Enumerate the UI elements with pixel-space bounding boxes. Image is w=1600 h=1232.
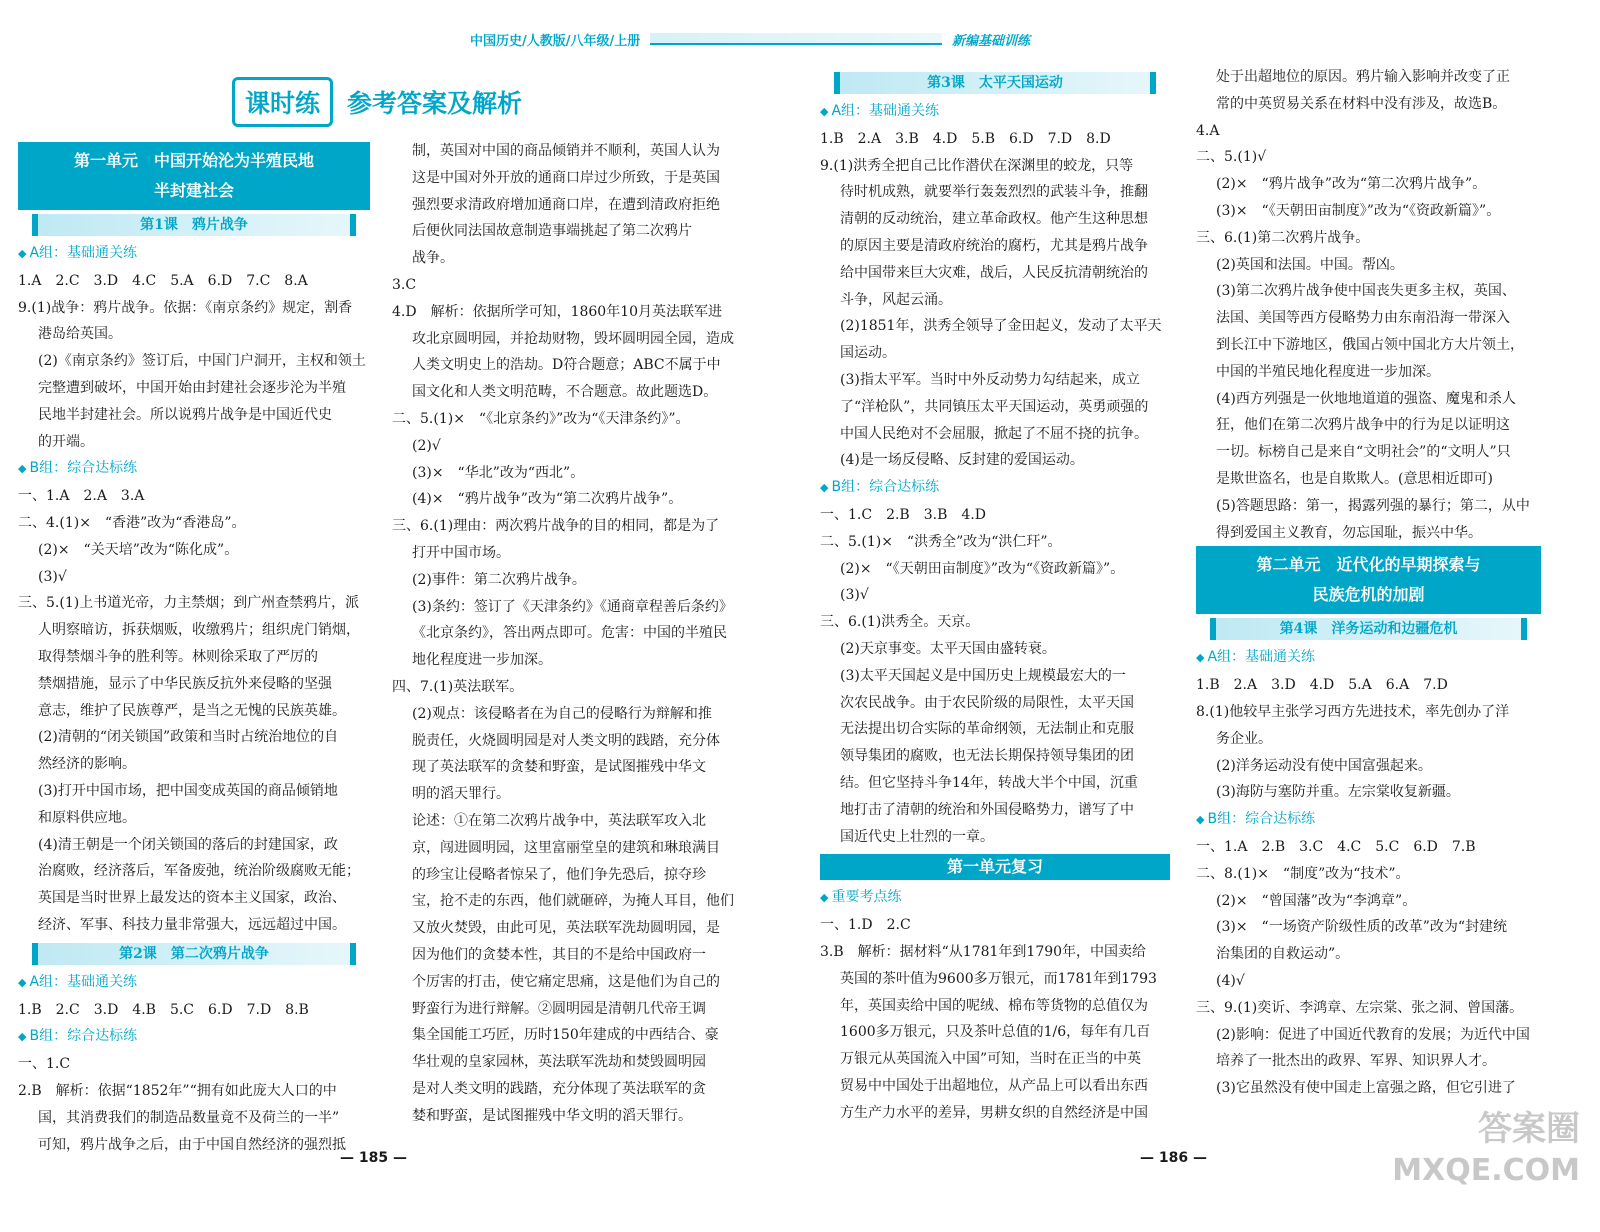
diamond-icon: ◆ <box>820 481 829 495</box>
answer-line: 三、5.(1)上书道光帝，力主禁烟；到广州查禁鸦片，派 <box>18 595 360 612</box>
answer-line: 中国的半殖民地化程度进一步加深。 <box>1216 363 1440 380</box>
answer-line: 二、5.(1)× “《北京条约》”改为“《天津条约》”。 <box>392 410 690 427</box>
diamond-icon: ◆ <box>18 462 27 476</box>
group-a-label <box>1196 644 1541 672</box>
answer-line: 宝，抢不走的东西，他们就砸碎，为掩人耳目，他们 <box>412 893 734 910</box>
answer-line: (4)清王朝是一个闭关锁国的落后的封建国家，政 <box>38 836 338 853</box>
title-rest: 参考答案及解析 <box>347 89 523 118</box>
answer-line: 国近代史上壮烈的一章。 <box>840 828 994 845</box>
diamond-icon: ◆ <box>820 891 829 905</box>
diamond-icon: ◆ <box>18 1030 27 1044</box>
answer-line: 9.(1)战争：鸦片战争。依据：《南京条约》规定，割香 <box>18 299 353 316</box>
answer-line: 2.B 解析：依据“1852年”“拥有如此庞大人口的中 <box>18 1082 337 1099</box>
answer-line: (2)× “关天培”改为“陈化成”。 <box>38 541 239 558</box>
answer-line: 经济、军事、科技力量非常强大，远远超过中国。 <box>38 916 346 933</box>
answer-line: 务企业。 <box>1216 730 1272 747</box>
answer-line: (3)× “华北”改为“西北”。 <box>412 464 585 481</box>
answer-line: 8.(1)他较早主张学习西方先进技术，率先创办了洋 <box>1196 703 1510 720</box>
group-b-label <box>1196 806 1541 834</box>
answer-line: 清朝的反动统治，建立革命政权。他产生这种思想 <box>840 211 1148 228</box>
answer-line: 意志，维护了民族尊严，是当之无愧的民族英雄。 <box>38 702 346 719</box>
answer-line: 地化程度进一步加深。 <box>412 652 552 669</box>
unit-2-title-line1: 第二单元 近代化的早期探索与 <box>1256 555 1481 575</box>
answer-line: (2)× “《天朝田亩制度》”改为“《资政新篇》”。 <box>840 560 1125 577</box>
title-boxed: 课时练 <box>232 77 333 127</box>
answer-line: 狂，他们在第二次鸦片战争中的行为足以证明这 <box>1216 417 1510 434</box>
page-number-left: — 185 — <box>340 1150 407 1166</box>
answer-line: (3)√ <box>38 568 67 585</box>
group-b-label <box>18 455 370 483</box>
answer-line: 处于出超地位的原因。鸦片输入影响并改变了正 <box>1216 69 1510 85</box>
unit-1-title <box>18 142 370 210</box>
group-a-text: A组：基础通关练 <box>831 103 940 119</box>
answer-line: (2)《南京条约》签订后，中国门户洞开，主权和领土 <box>38 353 366 370</box>
unit-1-title-line1: 第一单元 中国开始沦为半殖民地 <box>73 151 314 170</box>
answer-line: (3)× “《天朝田亩制度》”改为“《资政新篇》”。 <box>1216 202 1501 219</box>
answer-line: 1600多万银元，只及茶叶总值的1/6，每年有几百 <box>840 1024 1151 1041</box>
answer-line: 是欺世盗名，也是自欺欺人。(意思相近即可) <box>1216 470 1493 487</box>
unit-2-title-line2: 民族危机的加剧 <box>1312 585 1425 605</box>
answer-line: (2)洋务运动没有使中国富强起来。 <box>1216 757 1432 774</box>
answer-line: 集全国能工巧匠，历时150年建成的中西结合、豪 <box>412 1027 719 1044</box>
answer-line: 脱责任，火烧圆明园是对人类文明的践踏，充分体 <box>412 732 720 749</box>
answer-line: 禁烟措施，显示了中华民族反抗外来侵略的坚强 <box>38 675 332 692</box>
lesson-1-title: 第1课 鸦片战争 <box>32 214 356 236</box>
answer-line: 打开中国市场。 <box>412 544 510 561</box>
answer-line: 国运动。 <box>840 345 896 362</box>
diamond-icon: ◆ <box>18 975 27 989</box>
answer-line: 一切。标榜自己是来自“文明社会”的“文明人”只 <box>1216 444 1511 461</box>
answer-line: 个厉害的打击，使它痛定思痛，这是他们为自己的 <box>412 973 720 990</box>
answer-line: 民地半封建社会。所以说鸦片战争是中国近代史 <box>38 406 332 423</box>
group-a-label <box>18 240 370 268</box>
answer-line: 无法提出切合实际的革命纲领，无法制止和克服 <box>840 721 1134 738</box>
answer-line: 了“洋枪队”，共同镇压太平天国运动，英勇顽强的 <box>840 398 1149 415</box>
answer-line: 二、5.(1)√ <box>1196 149 1267 166</box>
answer-line: 的开端。 <box>38 433 94 450</box>
key-point-label <box>820 884 1170 912</box>
answer-line: 因为他们的贪婪本性，其目的不是给中国政府一 <box>412 946 706 963</box>
answer-line: 这是中国对外开放的通商口岸过少所致，于是英国 <box>412 169 720 186</box>
answer-line: 的珍宝让侵略者惊呆了，他们争先恐后，掠夺珍 <box>412 866 706 883</box>
answer-line: 常的中英贸易关系在材料中没有涉及，故选B。 <box>1216 95 1507 112</box>
group-a-text: A组：基础通关练 <box>1207 649 1316 666</box>
answer-line: 二、4.(1)× “香港”改为“香港岛”。 <box>18 514 246 531</box>
answer-line: 3.C <box>392 276 417 293</box>
watermark-line1: 答案圈 <box>1478 1109 1580 1149</box>
answer-line: 华壮观的皇家园林，英法联军洗劫和焚毁圆明园 <box>412 1054 706 1071</box>
group-b-label <box>18 1023 370 1051</box>
answer-line: 强烈要求清政府增加通商口岸，在遭到清政府拒绝 <box>412 196 720 213</box>
column-1 <box>18 142 370 1158</box>
answer-line: 培养了一批杰出的政界、军界、知识界人才。 <box>1216 1053 1496 1070</box>
answer-line: (3)第二次鸦片战争使中国丧失更多主权，英国、 <box>1216 283 1516 300</box>
answer-line: 中国人民绝对不会屈服，掀起了不屈不挠的抗争。 <box>840 425 1148 442</box>
answer-line: 四、7.(1)英法联军。 <box>392 678 524 695</box>
answer-line: 国，其消费我们的制造品数量竟不及荷兰的一半” <box>38 1109 340 1126</box>
group-b-text: B组：综合达标练 <box>1207 811 1316 828</box>
answer-line: 英国是当时世界上最发达的资本主义国家，政治、 <box>38 890 346 907</box>
answer-line: 和原料供应地。 <box>38 809 136 826</box>
unit-2-title <box>1196 546 1541 614</box>
answer-line: 一、1.C <box>18 1056 71 1073</box>
column-2 <box>392 138 752 1129</box>
group-a-label <box>820 98 1170 126</box>
unit-1-review-title: 第一单元复习 <box>820 854 1170 880</box>
answer-line: 1.B 2.A 3.D 4.D 5.A 6.A 7.D <box>1196 677 1448 694</box>
answer-line: 三、6.(1)第二次鸦片战争。 <box>1196 229 1370 246</box>
answer-line: (2)清朝的“闭关锁国”政策和当时占统治地位的自 <box>38 729 339 746</box>
answer-line: 万银元从英国流入中国”可知，当时在正当的中英 <box>840 1051 1142 1068</box>
answer-line: (2)影响：促进了中国近代教育的发展；为近代中国 <box>1216 1026 1530 1043</box>
answer-line: (5)答题思路：第一，揭露列强的暴行；第二，从中 <box>1216 497 1530 514</box>
answer-line: (2)√ <box>412 437 441 454</box>
answer-line: 4.A <box>1196 122 1220 139</box>
lesson-2-title: 第2课 第二次鸦片战争 <box>32 943 356 965</box>
answer-line: (3)× “一场资产阶级性质的改革”改为“封建统 <box>1216 919 1508 936</box>
answer-line: 3.B 解析：据材料“从1781年到1790年，中国卖给 <box>820 943 1147 960</box>
answer-line: 一、1.A 2.A 3.A <box>18 488 145 505</box>
answer-line: 9.(1)洪秀全把自己比作潜伏在深渊里的蛟龙，只等 <box>820 157 1134 174</box>
answer-line: 可知，鸦片战争之后，由于中国自然经济的强烈抵 <box>38 1136 346 1153</box>
answer-line: (2)英国和法国。中国。帮凶。 <box>1216 256 1404 273</box>
answer-line: (3)打开中国市场，把中国变成英国的商品倾销地 <box>38 782 338 799</box>
answer-line: 一、1.C 2.B 3.B 4.D <box>820 506 986 523</box>
answer-line: 三、6.(1)理由：两次鸦片战争的目的相同，都是为了 <box>392 518 720 535</box>
diamond-icon: ◆ <box>820 105 829 118</box>
group-a-text: A组：基础通关练 <box>29 245 138 261</box>
answer-line: 取得禁烟斗争的胜利等。林则徐采取了严厉的 <box>38 648 318 665</box>
unit-1-title-line2: 半封建社会 <box>153 181 234 200</box>
answer-line: (3)指太平军。当时中外反动势力勾结起来，成立 <box>840 371 1140 388</box>
lesson-4-title: 第4课 洋务运动和边疆危机 <box>1210 618 1527 640</box>
answer-line: 1.B 2.A 3.B 4.D 5.B 6.D 7.D 8.D <box>820 130 1111 147</box>
answer-line: 贸易中中国处于出超地位，从产品上可以看出东西 <box>840 1077 1148 1094</box>
answer-line: 1.B 2.C 3.D 4.B 5.C 6.D 7.D 8.B <box>18 1001 309 1018</box>
answer-line: 战争。 <box>412 250 454 267</box>
answer-line: 京，闯进圆明园，这里富丽堂皇的建筑和琳琅满目 <box>412 839 720 856</box>
answer-line: 次农民战争。由于农民阶级的局限性，太平天国 <box>840 694 1134 711</box>
answer-line: (3)太平天国起义是中国历史上规模最宏大的一 <box>840 667 1126 684</box>
answer-line: 攻北京圆明园，并抢劫财物，毁坏圆明园全园，造成 <box>412 330 734 347</box>
answer-line: 一、1.D 2.C <box>820 917 911 934</box>
answer-line: (2)天京事变。太平天国由盛转衰。 <box>840 640 1056 657</box>
group-a-label <box>18 969 370 997</box>
answer-line: 论述：①在第二次鸦片战争中，英法联军攻入北 <box>412 812 706 829</box>
column-4 <box>1196 64 1541 1102</box>
answer-line: 给中国带来巨大灾难，战后，人民反抗清朝统治的 <box>840 264 1148 281</box>
answer-line: (2)观点：该侵略者在为自己的侵略行为辩解和推 <box>412 705 712 722</box>
answer-line: 到长江中下游地区，俄国占领中国北方大片领土， <box>1216 336 1524 353</box>
answer-line: (4)西方列强是一伙地地道道的强盗、魔鬼和杀人 <box>1216 390 1516 407</box>
key-point-text: 重要考点练 <box>831 889 902 906</box>
column-3 <box>820 68 1170 1126</box>
group-b-text: B组：综合达标练 <box>29 460 138 477</box>
answer-line: 是对人类文明的践踏，充分体现了英法联军的贪 <box>412 1080 706 1097</box>
answer-line: 4.D 解析：依据所学可知，1860年10月英法联军进 <box>392 303 723 320</box>
answer-line: 明的滔天罪行。 <box>412 786 510 803</box>
answer-line: 人类文明史上的浩劫。D符合题意；ABC不属于中 <box>412 357 721 374</box>
answer-line: 斗争，风起云涌。 <box>840 291 952 308</box>
watermark-logo <box>1380 1108 1580 1192</box>
answer-line: (3)条约：签订了《天津条约》《通商章程善后条约》 <box>412 598 733 615</box>
diamond-icon: ◆ <box>1196 651 1205 665</box>
header-brand: 新编基础训练 <box>951 33 1030 49</box>
answer-line: 然经济的影响。 <box>38 756 136 773</box>
answer-line: 二、8.(1)× “制度”改为“技术”。 <box>1196 865 1410 882</box>
answer-line: (2)× “鸦片战争”改为“第二次鸦片战争”。 <box>1216 176 1487 193</box>
answer-line: 结。但它坚持斗争14年，转战大半个中国，沉重 <box>840 774 1138 791</box>
answer-line: 三、9.(1)奕䜣、李鸿章、左宗棠、张之洞、曾国藩。 <box>1196 999 1524 1016</box>
header-bar <box>650 33 942 45</box>
answer-line: 完整遭到破坏，中国开始由封建社会逐步沦为半殖 <box>38 379 346 396</box>
answer-line: 后便伙同法国故意制造事端挑起了第二次鸦片 <box>412 223 692 240</box>
answer-line: 二、5.(1)× “洪秀全”改为“洪仁玕”。 <box>820 533 1062 550</box>
answer-line: 地打击了清朝的统治和外国侵略势力，谱写了中 <box>840 801 1134 818</box>
answer-line: 三、6.(1)洪秀全。天京。 <box>820 614 980 631</box>
answer-line: (4)√ <box>1216 972 1245 989</box>
answer-line: (3)海防与塞防并重。左宗棠收复新疆。 <box>1216 784 1460 801</box>
answer-line: (3)它虽然没有使中国走上富强之路，但它引进了 <box>1216 1080 1516 1097</box>
answer-line: 治集团的自救运动”。 <box>1216 946 1350 963</box>
answer-line: 方生产力水平的差异，男耕女织的自然经济是中国 <box>840 1104 1148 1121</box>
page-title <box>232 77 522 127</box>
answer-line: 又放火焚毁，由此可见，英法联军洗劫圆明园，是 <box>412 920 720 937</box>
answer-line: (4)× “鸦片战争”改为“第二次鸦片战争”。 <box>412 491 683 508</box>
answer-line: 1.A 2.C 3.D 4.C 5.A 6.D 7.C 8.A <box>18 272 308 289</box>
answer-line: 的原因主要是清政府统治的腐朽，尤其是鸦片战争 <box>840 237 1148 254</box>
answer-line: (4)是一场反侵略、反封建的爱国运动。 <box>840 452 1084 469</box>
answer-line: 英国的茶叶值为9600多万银元，而1781年到1793 <box>840 970 1157 987</box>
header-subject: 中国历史/人教版/八年级/上册 <box>470 33 641 49</box>
group-a-text: A组：基础通关练 <box>29 973 138 990</box>
lesson-3-title: 第3课 太平天国运动 <box>834 72 1156 94</box>
diamond-icon: ◆ <box>18 247 27 260</box>
group-b-text: B组：综合达标练 <box>831 479 940 496</box>
answer-line: (3)√ <box>840 587 869 604</box>
answer-line: 现了英法联军的贪婪和野蛮，是试图摧残中华文 <box>412 759 706 776</box>
answer-line: 婪和野蛮，是试图摧残中华文明的滔天罪行。 <box>412 1107 692 1124</box>
watermark-line2: MXQE.COM <box>1392 1153 1580 1188</box>
answer-line: (2)× “曾国藩”改为“李鸿章”。 <box>1216 892 1417 909</box>
answer-line: 治腐败，经济落后，军备废弛，统治阶级腐败无能； <box>38 863 360 880</box>
answer-line: 年，英国卖给中国的呢绒、棉布等货物的总值仅为 <box>840 997 1148 1014</box>
diamond-icon: ◆ <box>1196 813 1205 827</box>
answer-line: 得到爱国主义教育，勿忘国耻，振兴中华。 <box>1216 524 1482 541</box>
group-b-text: B组：综合达标练 <box>29 1028 138 1045</box>
answer-line: 领导集团的腐败，也无法长期保持领导集团的团 <box>840 748 1134 765</box>
answer-line: 《北京条约》，答出两点即可。危害：中国的半殖民 <box>412 625 727 642</box>
answer-line: (2)1851年，洪秀全领导了金田起义，发动了太平天 <box>840 318 1162 335</box>
answer-line: 制，英国对中国的商品倾销并不顺利，英国人认为 <box>412 143 720 159</box>
answer-line: 港岛给英国。 <box>38 326 122 343</box>
answer-line: 待时机成熟，就要举行轰轰烈烈的武装斗争，推翻 <box>840 184 1148 201</box>
page-number-right: — 186 — <box>1140 1150 1207 1166</box>
answer-line: 人明察暗访，拆获烟贩，收缴鸦片；组织虎门销烟， <box>38 622 360 639</box>
answer-line: 法国、美国等西方侵略势力由东南沿海一带深入 <box>1216 310 1510 327</box>
answer-line: (2)事件：第二次鸦片战争。 <box>412 571 586 588</box>
answer-line: 一、1.A 2.B 3.C 4.C 5.C 6.D 7.B <box>1196 838 1476 855</box>
group-b-label <box>820 474 1170 502</box>
answer-line: 野蛮行为进行辩解。②圆明园是清朝几代帝王调 <box>412 1000 706 1017</box>
answer-line: 国文化和人类文明范畴，不合题意。故此题选D。 <box>412 384 718 401</box>
running-header <box>470 28 1030 50</box>
